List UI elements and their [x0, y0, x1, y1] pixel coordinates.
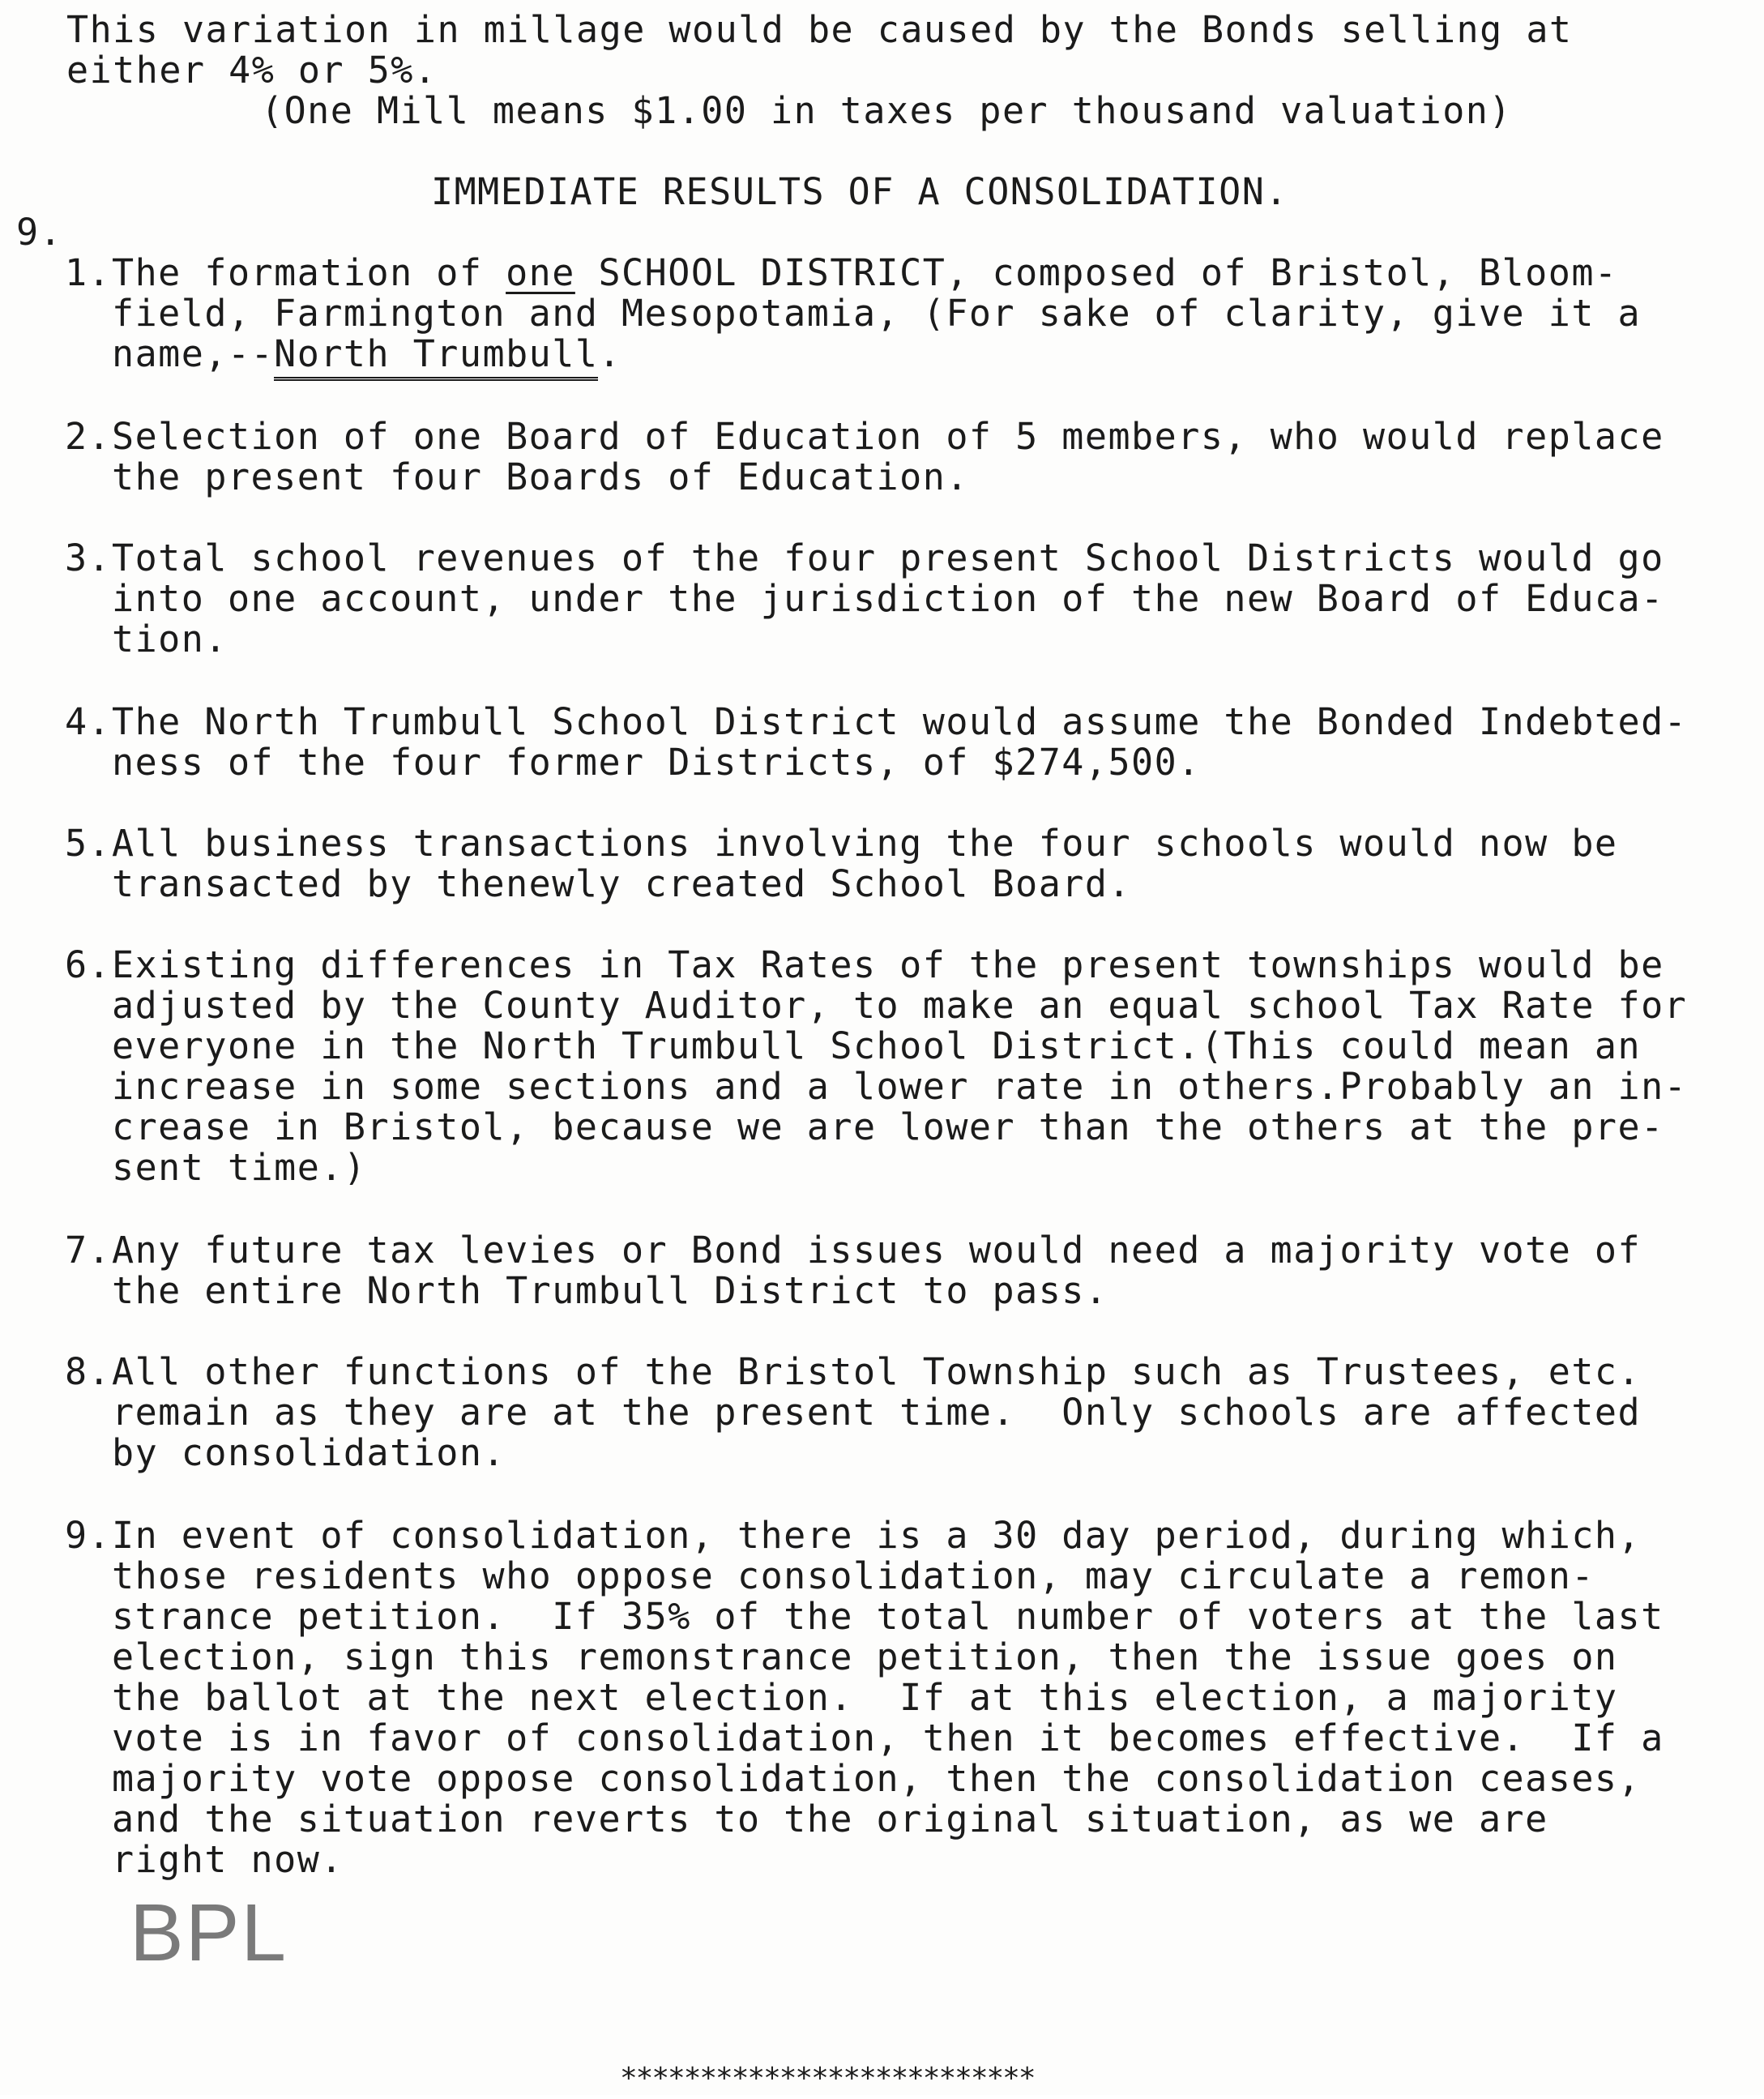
list-item-3: [65, 538, 1664, 660]
item-number: 7.: [65, 1229, 112, 1272]
item-line: those residents who oppose consolidation, may circulate a remon-: [112, 1554, 1595, 1597]
item-number: 3.: [65, 537, 112, 579]
item-line: All other functions of the Bristol Township such as Trustees, etc.: [112, 1350, 1642, 1393]
list-item-7: [65, 1230, 1641, 1311]
item-line: the present four Boards of Education.: [112, 455, 969, 498]
page-number: 9.: [16, 211, 63, 254]
item-line: transacted by thenewly created School Board.: [112, 862, 1132, 905]
item-1-underlined-one: one: [506, 251, 575, 294]
item-line: adjusted by the County Auditor, to make an equal school Tax Rate for: [112, 984, 1688, 1027]
item-number: 6.: [65, 943, 112, 986]
item-1-line-1-pre: The formation of: [112, 251, 506, 294]
item-line: vote is in favor of consolidation, then it becomes effective. If a: [112, 1716, 1664, 1759]
intro-paragraph: [66, 10, 1573, 91]
item-line: election, sign this remonstrance petition, then the issue goes on: [112, 1635, 1618, 1678]
item-line: into one account, under the jurisdiction of the new Board of Educa-: [112, 577, 1664, 620]
item-number: 5.: [65, 822, 112, 865]
item-1-underlined-north-trumbull: North Trumbull: [274, 332, 598, 381]
intro-line-2: either 4% or 5%.: [66, 49, 438, 92]
item-line: majority vote oppose consolidation, then the consolidation ceases,: [112, 1757, 1642, 1800]
item-number: 9.: [65, 1514, 112, 1557]
item-line: All business transactions involving the four schools would now be: [112, 822, 1618, 865]
item-line: ness of the four former Districts, of $274,500.: [112, 741, 1201, 784]
list-item-1: [65, 253, 1641, 374]
item-1-line-2: field, Farmington and Mesopotamia, (For sake of clarity, give it a: [112, 292, 1642, 335]
item-line: sent time.): [112, 1146, 367, 1189]
item-line: tion.: [112, 618, 228, 660]
list-item-5: [65, 823, 1618, 904]
item-line: In event of consolidation, there is a 30 day period, during which,: [112, 1514, 1642, 1557]
section-heading: IMMEDIATE RESULTS OF A CONSOLIDATION.: [431, 170, 1288, 213]
mill-note: (One Mill means $1.00 in taxes per thousand valuation): [261, 89, 1512, 132]
item-number: 4.: [65, 700, 112, 743]
list-item-8: [65, 1352, 1641, 1473]
item-line: Selection of one Board of Education of 5 members, who would replace: [112, 415, 1664, 458]
item-line: everyone in the North Trumbull School District.(This could mean an: [112, 1024, 1642, 1067]
item-line: Any future tax levies or Bond issues would need a majority vote of: [112, 1229, 1642, 1272]
item-line: by consolidation.: [112, 1431, 506, 1474]
list-item-4: [65, 702, 1687, 783]
item-number: 8.: [65, 1350, 112, 1393]
item-line: and the situation reverts to the original situation, as we are: [112, 1798, 1548, 1840]
item-1-line-1-post: SCHOOL DISTRICT, composed of Bristol, Bloom-: [574, 251, 1618, 294]
item-line: crease in Bristol, because we are lower than the others at the pre-: [112, 1105, 1664, 1148]
item-number: 1.: [65, 251, 112, 294]
item-line: Existing differences in Tax Rates of the present townships would be: [112, 943, 1664, 986]
item-line: the entire North Trumbull District to pass.: [112, 1269, 1108, 1312]
item-1-line-3-post: .: [598, 332, 622, 375]
footer-star-divider: **************************: [620, 2062, 1035, 2095]
list-item-9: [65, 1515, 1664, 1880]
list-item-6: [65, 945, 1687, 1188]
item-line: right now.: [112, 1838, 344, 1881]
item-number: 2.: [65, 415, 112, 458]
list-item-2: [65, 417, 1664, 498]
item-1-line-3-pre: name,--: [112, 332, 275, 375]
item-line: remain as they are at the present time. Only schools are affected: [112, 1391, 1642, 1434]
item-line: increase in some sections and a lower rate in others.Probably an in-: [112, 1065, 1688, 1108]
item-line: the ballot at the next election. If at this election, a majority: [112, 1676, 1618, 1719]
item-line: Total school revenues of the four present School Districts would go: [112, 537, 1664, 579]
item-line: strance petition. If 35% of the total number of voters at the last: [112, 1595, 1664, 1638]
bpl-watermark: BPL: [130, 1887, 288, 1978]
item-line: The North Trumbull School District would assume the Bonded Indebted-: [112, 700, 1688, 743]
intro-line-1: This variation in millage would be caused by the Bonds selling at: [66, 8, 1573, 51]
